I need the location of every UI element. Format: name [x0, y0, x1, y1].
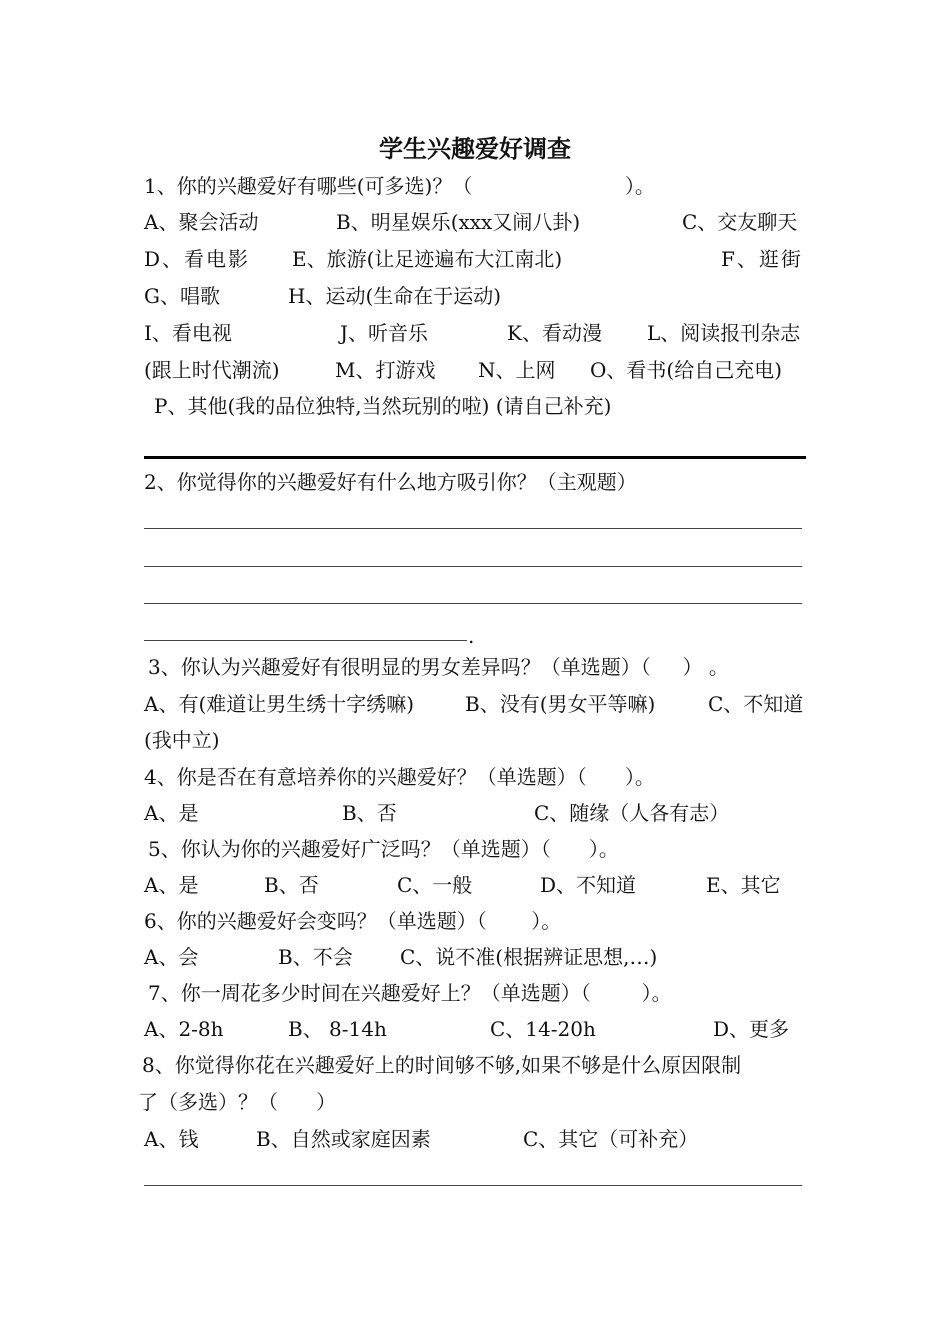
option: N、上网: [478, 358, 556, 382]
option: A、会: [144, 945, 199, 969]
option: E、旅游(让足迹遍布大江南北): [292, 247, 563, 271]
question-1-options-row-6: [0, 391, 612, 451]
option: I、看电视: [144, 321, 232, 345]
option: C、交友聊天: [682, 210, 798, 234]
option: B、不会: [278, 945, 353, 969]
question-7-stem: 7、你一周花多少时间在兴趣爱好上？（单选题）（ ）。: [148, 981, 672, 1005]
option: E、其它: [706, 873, 781, 897]
answer-line[interactable]: [144, 1185, 802, 1186]
option: A、有(难道让男生绣十字绣嘛): [144, 692, 415, 716]
answer-line[interactable]: [144, 640, 467, 641]
option: A、钱: [144, 1127, 199, 1151]
page-title: 学生兴趣爱好调查: [379, 135, 571, 163]
option: D、不知道: [540, 873, 637, 897]
option: A、是: [144, 801, 199, 825]
option: (跟上时代潮流): [144, 358, 280, 382]
option: P、其他(我的品位独特,当然玩别的啦) (请自己补充): [154, 394, 612, 418]
option: C、其它（可补充）: [523, 1127, 699, 1151]
answer-line[interactable]: [144, 456, 806, 459]
option: C、说不准(根据辨证思想,…): [400, 945, 658, 969]
question-8-stem-line-1: 8、你觉得你花在兴趣爱好上的时间够不够,如果不够是什么原因限制: [142, 1053, 742, 1077]
end-mark: .: [468, 624, 475, 648]
option: C、14-20h: [490, 1017, 596, 1041]
option: B、没有(男女平等嘛): [465, 692, 656, 716]
answer-line[interactable]: [144, 566, 802, 567]
option: D、看电影: [144, 247, 251, 271]
option: A、聚会活动: [144, 210, 259, 234]
question-8-stem-line-2: 了（多选）？（ ）: [138, 1090, 337, 1114]
question-2: [0, 467, 637, 527]
option: B、否: [264, 873, 319, 897]
option: B、否: [342, 801, 397, 825]
question-3-stem: 3、你认为兴趣爱好有很明显的男女差异吗？（单选题）（ ） 。: [148, 655, 729, 679]
option: O、看书(给自己充电): [590, 358, 783, 382]
question-6-stem: 6、你的兴趣爱好会变吗？（单选题）（ ）。: [144, 909, 562, 933]
option: D、更多: [713, 1017, 790, 1041]
option: A、2-8h: [144, 1017, 224, 1041]
option: M、打游戏: [335, 358, 436, 382]
question-8-options: [0, 1124, 699, 1244]
option: C、不知道: [708, 692, 804, 716]
option: A、是: [144, 873, 199, 897]
question-2-stem: 2、你觉得你的兴趣爱好有什么地方吸引你？（主观题）: [144, 470, 637, 494]
option: K、看动漫: [507, 321, 602, 345]
option: L、阅读报刊杂志: [647, 321, 801, 345]
option: G、唱歌: [144, 284, 220, 308]
option: F、逛街: [721, 247, 803, 271]
option: C、一般: [397, 873, 473, 897]
option: H、运动(生命在于运动): [288, 284, 502, 308]
option: C、随缘（人各有志）: [534, 801, 730, 825]
option: J、听音乐: [340, 321, 429, 345]
answer-line[interactable]: [144, 528, 802, 529]
option: (我中立): [144, 728, 220, 752]
question-5-stem: 5、你认为你的兴趣爱好广泛吗？（单选题）（ ）。: [148, 837, 619, 861]
question-4-stem: 4、你是否在有意培养你的兴趣爱好？（单选题）（ ）。: [144, 765, 655, 789]
option: B、 8-14h: [288, 1017, 387, 1041]
question-1-stem: 1、你的兴趣爱好有哪些(可多选)？（ ）。: [144, 174, 655, 198]
option: B、自然或家庭因素: [256, 1127, 431, 1151]
answer-line[interactable]: [144, 603, 802, 604]
option: B、明星娱乐(xxx又闹八卦): [336, 210, 581, 234]
